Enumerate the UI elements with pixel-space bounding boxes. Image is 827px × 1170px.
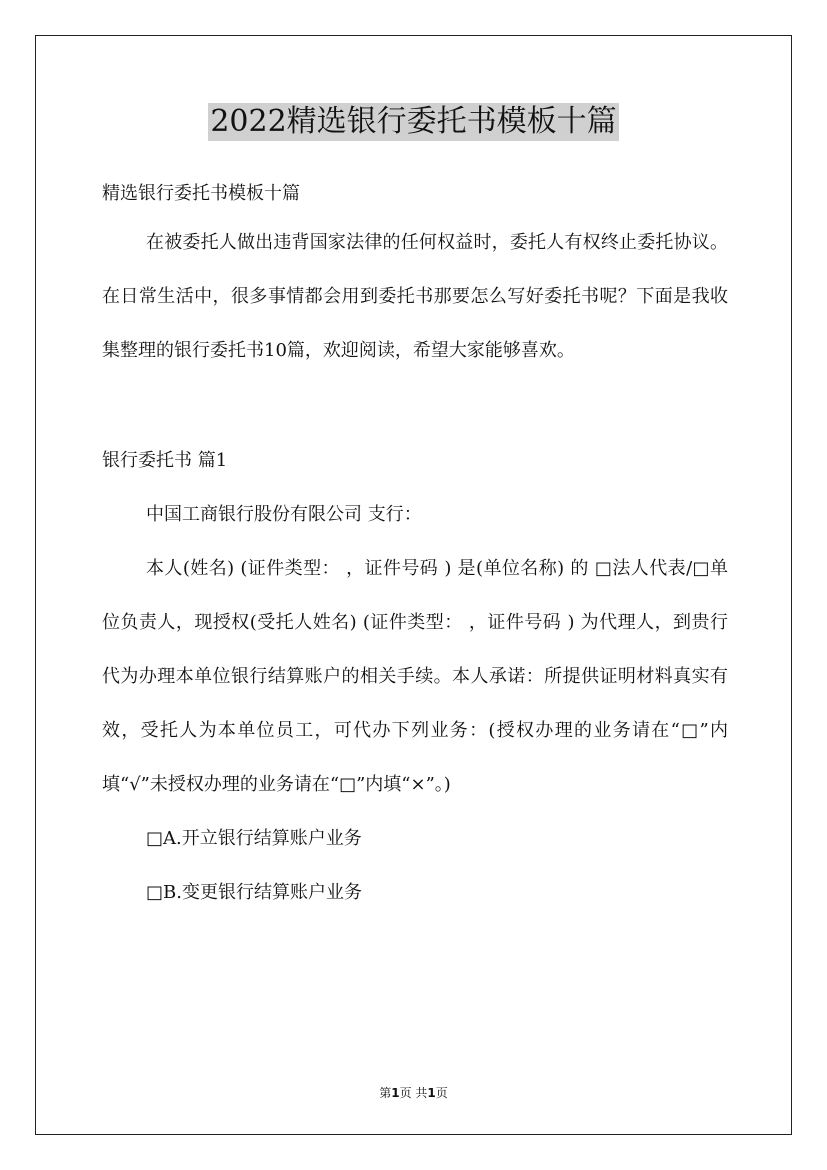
checkbox-item-b: □B.变更银行结算账户业务 (146, 882, 362, 903)
document-body (102, 172, 728, 920)
section-heading: 银行委托书 篇1 (102, 450, 228, 471)
page-footer (0, 1084, 827, 1101)
footer-suffix: 页 (435, 1086, 448, 1100)
footer-prefix: 第 (379, 1086, 392, 1100)
addressee-line: 中国工商银行股份有限公司 支行： (146, 504, 422, 525)
footer-mid: 页 共 (399, 1086, 428, 1100)
document-subtitle: 精选银行委托书模板十篇 (102, 183, 300, 204)
intro-paragraph: 在被委托人做出违背国家法律的任何权益时，委托人有权终止委托协议。在日常生活中，很多事情都会用到委托书那要怎么写好委托书呢？下面是我收集整理的银行委托书10篇，欢迎阅读，希望大家能够喜欢。 (102, 232, 728, 361)
title-container (0, 103, 827, 141)
body-paragraph: 本人(姓名) (证件类型： ，证件号码 ) 是(单位名称) 的 □法人代表/□单位负责人，现授权(受托人姓名) (证件类型： ，证件号码 ) 为代理人，到贵行代为办理本单位银行结算账户的相关手续。本人承诺：所提供证明材料真实有效，受托人为本单位员工，可代办下列业务：(授权办理的业务请在“□”内填“√”未授权办理的业务请在“□”内填“×”。) (102, 558, 728, 795)
checkbox-item-a: □A.开立银行结算账户业务 (146, 828, 362, 849)
footer-page-total: 1 (427, 1086, 436, 1100)
document-title: 2022精选银行委托书模板十篇 (210, 104, 617, 139)
footer-page-number: 1 (391, 1086, 400, 1100)
